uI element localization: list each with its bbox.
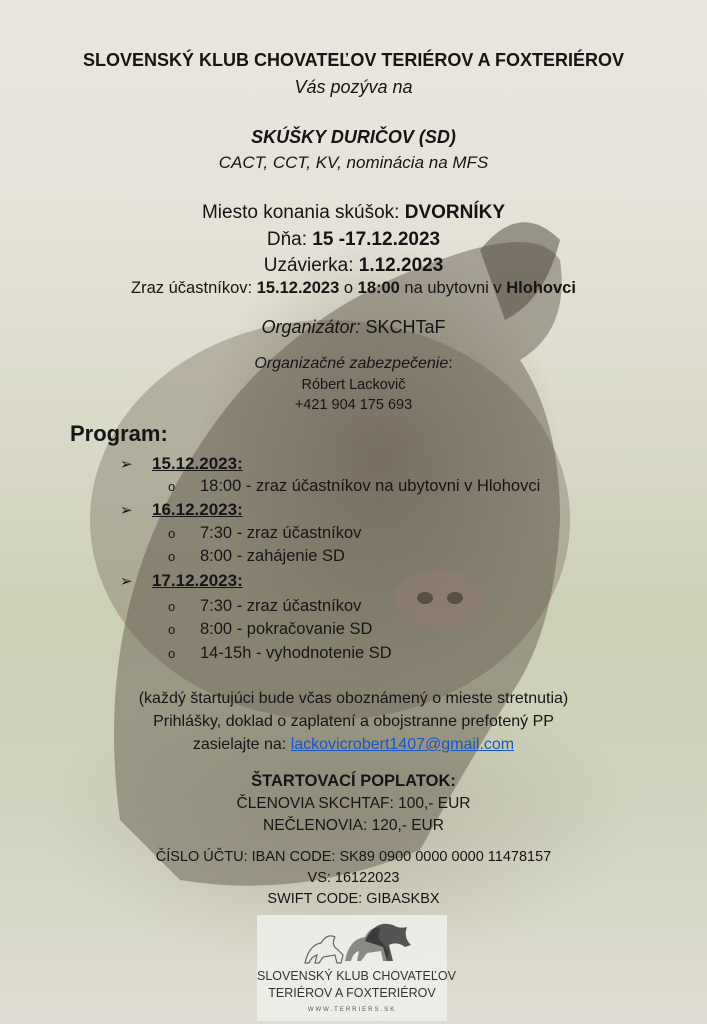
circle-bullet-icon: o xyxy=(168,599,176,614)
program-item-text: 8:00 - pokračovanie SD xyxy=(200,620,373,638)
meeting-line xyxy=(0,279,707,298)
deadline-value: 1.12.2023 xyxy=(358,255,444,276)
program-day xyxy=(120,571,243,591)
email-label: zasielajte na: xyxy=(192,736,291,753)
meeting-date: 15.12.2023 xyxy=(256,279,340,297)
meeting-label: Zraz účastníkov: xyxy=(131,279,257,297)
circle-bullet-icon: o xyxy=(168,479,176,494)
meeting-time: 18:00 xyxy=(357,279,400,297)
arrow-bullet-icon: ➢ xyxy=(120,573,133,590)
program-day xyxy=(120,500,243,520)
fee-members: ČLENOVIA SKCHTAF: 100,- EUR xyxy=(236,795,471,812)
venue-label: Miesto konania skúšok: xyxy=(201,202,405,223)
event-title: SKÚŠKY DURIČOV (SD) xyxy=(251,127,456,147)
program-item xyxy=(168,524,361,543)
organizer-name: SKCHTaF xyxy=(365,317,446,337)
organizer-line xyxy=(0,317,707,338)
circle-bullet-icon: o xyxy=(168,549,176,564)
note-line-1: (každý štartujúci bude včas oboznámený o mieste stretnutia) xyxy=(138,690,569,707)
fee-title: ŠTARTOVACÍ POPLATOK: xyxy=(251,772,456,790)
program-item-text: 8:00 - zahájenie SD xyxy=(200,547,345,565)
note-line-3 xyxy=(0,736,707,754)
event-subtitle: CACT, CCT, KV, nominácia na MFS xyxy=(218,153,489,172)
variable-symbol: VS: 16122023 xyxy=(307,870,400,886)
club-logo xyxy=(257,915,456,1021)
circle-bullet-icon: o xyxy=(168,526,176,541)
dates-value: 15 -17.12.2023 xyxy=(312,229,441,250)
program-item xyxy=(168,597,361,616)
program-day xyxy=(120,454,243,474)
arrow-bullet-icon: ➢ xyxy=(120,456,133,473)
program-item xyxy=(168,644,392,663)
dates-label: Dňa: xyxy=(266,229,313,250)
program-item xyxy=(168,477,540,496)
program-day-date: 16.12.2023: xyxy=(152,500,243,519)
logo-line-1: SLOVENSKÝ KLUB CHOVATEĽOV xyxy=(257,969,456,983)
fee-nonmembers: NEČLENOVIA: 120,- EUR xyxy=(263,817,444,834)
deadline-label: Uzávierka: xyxy=(263,255,359,276)
note-line-2: Prihlášky, doklad o zaplatení a obojstranne prefotený PP xyxy=(153,713,554,730)
circle-bullet-icon: o xyxy=(168,622,176,637)
program-item-text: 14-15h - vyhodnotenie SD xyxy=(200,644,392,662)
venue-line xyxy=(0,202,707,224)
email-link[interactable]: lackovicrobert1407@gmail.com xyxy=(290,736,515,753)
program-title: Program: xyxy=(70,421,168,446)
program-item-text: 7:30 - zraz účastníkov xyxy=(200,597,362,615)
program-item xyxy=(168,547,345,566)
terrier-dogs-icon xyxy=(257,915,447,973)
swift-code: SWIFT CODE: GIBASKBX xyxy=(267,891,440,907)
support-phone: +421 904 175 693 xyxy=(294,397,413,413)
organizer-label: Organizátor: xyxy=(261,317,366,337)
support-colon: : xyxy=(448,355,453,372)
support-label: Organizačné zabezpečenie xyxy=(254,355,449,372)
program-item xyxy=(168,620,372,639)
meeting-place: Hlohovci xyxy=(506,279,576,297)
meeting-place-label: na ubytovni v xyxy=(399,279,507,297)
program-day-date: 15.12.2023: xyxy=(152,454,243,473)
program-item-text: 18:00 - zraz účastníkov na ubytovni v Hlohovci xyxy=(200,477,541,495)
support-line xyxy=(0,355,707,373)
meeting-connector: o xyxy=(339,279,358,297)
support-person: Róbert Lackovič xyxy=(301,377,406,393)
deadline-line xyxy=(0,255,707,277)
logo-url: WWW.TERRIERS.SK xyxy=(307,1007,397,1013)
dates-line xyxy=(0,229,707,251)
program-item-text: 7:30 - zraz účastníkov xyxy=(200,524,362,542)
circle-bullet-icon: o xyxy=(168,646,176,661)
club-name: SLOVENSKÝ KLUB CHOVATEĽOV TERIÉROV A FOXTERIÉROV xyxy=(82,50,625,70)
logo-line-2: TERIÉROV A FOXTERIÉROV xyxy=(268,986,436,1000)
invite-text: Vás pozýva na xyxy=(294,77,413,97)
arrow-bullet-icon: ➢ xyxy=(120,502,133,519)
venue-value: DVORNÍKY xyxy=(404,202,506,223)
bank-account: ČÍSLO ÚČTU: IBAN CODE: SK89 0900 0000 0000 11478157 xyxy=(155,849,552,865)
program-day-date: 17.12.2023: xyxy=(152,571,243,590)
